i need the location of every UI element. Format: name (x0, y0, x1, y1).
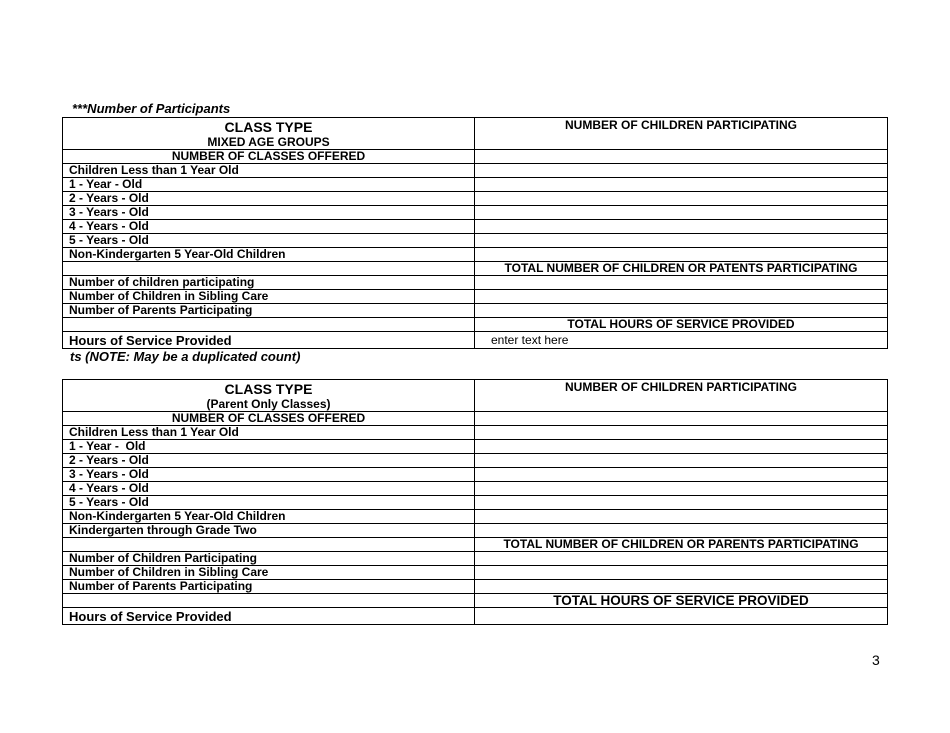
table-row (63, 454, 888, 468)
section-heading: ***Number of Participants (72, 101, 231, 116)
hours-header-row (63, 318, 888, 332)
class-type-label: CLASS TYPE (224, 381, 313, 397)
row-label: Kindergarten through Grade Two (63, 524, 475, 538)
table-row (63, 276, 888, 290)
table-row (63, 440, 888, 454)
row-input[interactable] (475, 220, 888, 234)
row-label: Children Less than 1 Year Old (63, 164, 475, 178)
blank-cell (63, 318, 475, 332)
total-participating-header: TOTAL NUMBER OF CHILDREN OR PATENTS PARTICIPATING (475, 262, 888, 276)
row-input[interactable] (475, 496, 888, 510)
children-participating-header: NUMBER OF CHILDREN PARTICIPATING (475, 118, 888, 150)
table-row (63, 164, 888, 178)
blank-cell (63, 538, 475, 552)
table-row (63, 290, 888, 304)
row-label: 3 - Years - Old (63, 468, 475, 482)
row-label: 5 - Years - Old (63, 496, 475, 510)
total-participating-header: TOTAL NUMBER OF CHILDREN OR PARENTS PARTICIPATING (475, 538, 888, 552)
hours-row (63, 332, 888, 349)
blank-cell (63, 594, 475, 608)
row-input[interactable] (475, 248, 888, 262)
mixed-age-groups-table (62, 117, 888, 349)
table-row (63, 412, 888, 426)
class-subtitle: (Parent Only Classes) (206, 397, 331, 411)
duplicated-count-note: ts (NOTE: May be a duplicated count) (70, 349, 301, 364)
row-input[interactable] (475, 580, 888, 594)
total-hours-header: TOTAL HOURS OF SERVICE PROVIDED (475, 594, 888, 608)
row-label: 4 - Years - Old (63, 220, 475, 234)
page-number: 3 (872, 652, 880, 668)
row-input[interactable] (475, 234, 888, 248)
hours-input[interactable]: enter text here (475, 332, 888, 349)
table-row (63, 220, 888, 234)
table-row (63, 304, 888, 318)
table-row (63, 248, 888, 262)
row-label: 4 - Years - Old (63, 482, 475, 496)
row-label: 1 - Year - Old (63, 440, 475, 454)
parent-only-classes-table (62, 379, 888, 625)
table-row (63, 552, 888, 566)
row-input[interactable] (475, 164, 888, 178)
class-type-label: CLASS TYPE (224, 119, 313, 135)
row-input[interactable] (475, 454, 888, 468)
row-label: Number of children participating (63, 276, 475, 290)
row-input[interactable] (475, 482, 888, 496)
blank-cell (63, 262, 475, 276)
table-row (63, 524, 888, 538)
row-input[interactable] (475, 426, 888, 440)
classes-offered-input[interactable] (475, 412, 888, 426)
total-header-row (63, 538, 888, 552)
row-input[interactable] (475, 552, 888, 566)
total-hours-header: TOTAL HOURS OF SERVICE PROVIDED (475, 318, 888, 332)
hours-input[interactable] (475, 608, 888, 625)
classes-offered-label: NUMBER OF CLASSES OFFERED (63, 150, 475, 164)
children-participating-header: NUMBER OF CHILDREN PARTICIPATING (475, 380, 888, 412)
table-row (63, 234, 888, 248)
table-header-row (63, 380, 888, 412)
row-input[interactable] (475, 524, 888, 538)
row-input[interactable] (475, 468, 888, 482)
table-row (63, 426, 888, 440)
table-row (63, 468, 888, 482)
total-header-row (63, 262, 888, 276)
row-label: 2 - Years - Old (63, 192, 475, 206)
row-input[interactable] (475, 566, 888, 580)
row-input[interactable] (475, 290, 888, 304)
hours-label: Hours of Service Provided (63, 608, 475, 625)
table-row (63, 150, 888, 164)
table-row (63, 580, 888, 594)
table-row (63, 482, 888, 496)
row-input[interactable] (475, 304, 888, 318)
hours-header-row (63, 594, 888, 608)
row-label: Number of Parents Participating (63, 580, 475, 594)
row-label: Non-Kindergarten 5 Year-Old Children (63, 510, 475, 524)
row-label: 2 - Years - Old (63, 454, 475, 468)
row-input[interactable] (475, 510, 888, 524)
row-label: Number of Children in Sibling Care (63, 566, 475, 580)
row-label: Children Less than 1 Year Old (63, 426, 475, 440)
row-label: 3 - Years - Old (63, 206, 475, 220)
row-input[interactable] (475, 440, 888, 454)
row-input[interactable] (475, 206, 888, 220)
row-label: 5 - Years - Old (63, 234, 475, 248)
row-label: Number of Children Participating (63, 552, 475, 566)
classes-offered-input[interactable] (475, 150, 888, 164)
row-label: Non-Kindergarten 5 Year-Old Children (63, 248, 475, 262)
class-type-cell (63, 380, 475, 412)
row-label: 1 - Year - Old (63, 178, 475, 192)
table-row (63, 192, 888, 206)
hours-row (63, 608, 888, 625)
table-row (63, 566, 888, 580)
row-input[interactable] (475, 276, 888, 290)
row-input[interactable] (475, 178, 888, 192)
table-row (63, 496, 888, 510)
hours-label: Hours of Service Provided (63, 332, 475, 349)
row-input[interactable] (475, 192, 888, 206)
table-header-row (63, 118, 888, 150)
row-label: Number of Parents Participating (63, 304, 475, 318)
table-row (63, 510, 888, 524)
table-row (63, 178, 888, 192)
class-subtitle: MIXED AGE GROUPS (207, 135, 330, 149)
classes-offered-label: NUMBER OF CLASSES OFFERED (63, 412, 475, 426)
row-label: Number of Children in Sibling Care (63, 290, 475, 304)
table-row (63, 206, 888, 220)
class-type-cell (63, 118, 475, 150)
